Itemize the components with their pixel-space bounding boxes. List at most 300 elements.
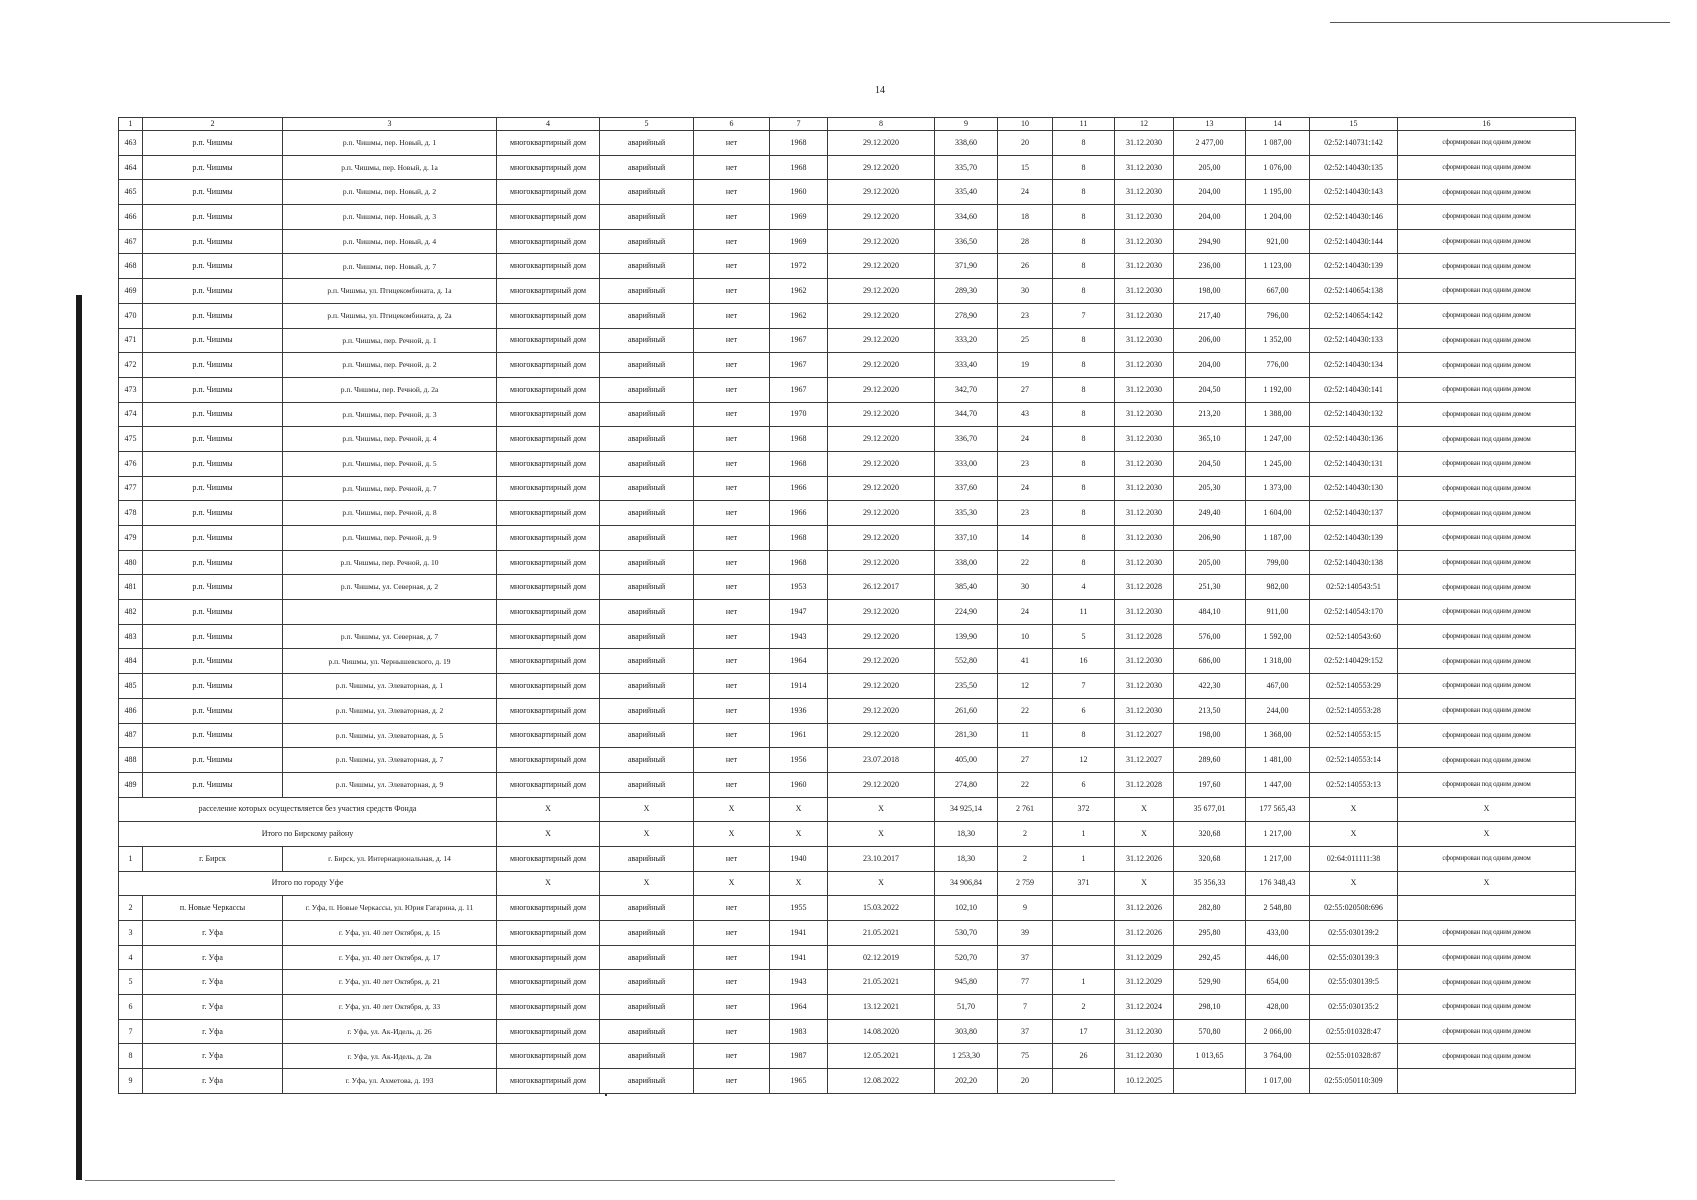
table-cell: сформирован под одним домом (1398, 328, 1576, 353)
table-cell: аварийный (600, 674, 694, 699)
table-cell: г. Уфа (143, 921, 283, 946)
table-cell: р.п. Чишмы (143, 131, 283, 156)
summary-cell: 18,30 (935, 822, 998, 847)
table-row (119, 995, 1576, 1020)
table-cell: нет (694, 254, 770, 279)
table-cell: р.п. Чишмы, пер. Новый, д. 7 (283, 254, 497, 279)
summary-label: Итого по городу Уфе (119, 871, 497, 896)
table-cell: аварийный (600, 970, 694, 995)
table-cell: р.п. Чишмы, пер. Речной, д. 10 (283, 550, 497, 575)
table-cell: аварийный (600, 1019, 694, 1044)
table-cell: 13.12.2021 (828, 995, 935, 1020)
column-number: 14 (1246, 118, 1310, 131)
table-cell: р.п. Чишмы (143, 254, 283, 279)
table-cell: 29.12.2020 (828, 229, 935, 254)
table-cell: 7 (119, 1019, 143, 1044)
table-cell: 43 (998, 402, 1053, 427)
summary-cell: 35 356,33 (1174, 871, 1246, 896)
table-cell: р.п. Чишмы, пер. Новый, д. 4 (283, 229, 497, 254)
table-cell: 77 (998, 970, 1053, 995)
table-cell: р.п. Чишмы, пер. Новый, д. 1 (283, 131, 497, 156)
table-row (119, 353, 1576, 378)
table-cell: многоквартирный дом (497, 155, 600, 180)
summary-cell: X (694, 822, 770, 847)
summary-cell: 177 565,43 (1246, 797, 1310, 822)
table-cell: г. Уфа (143, 1069, 283, 1094)
table-cell: 24 (998, 600, 1053, 625)
table-cell: 31.12.2030 (1115, 402, 1174, 427)
table-cell: р.п. Чишмы (143, 279, 283, 304)
table-cell: 8 (1053, 229, 1115, 254)
table-cell: 29.12.2020 (828, 402, 935, 427)
summary-cell: X (1115, 822, 1174, 847)
table-cell: р.п. Чишмы (143, 772, 283, 797)
table-cell: сформирован под одним домом (1398, 945, 1576, 970)
table-cell: р.п. Чишмы (143, 229, 283, 254)
table-cell: 102,10 (935, 896, 998, 921)
table-cell: 344,70 (935, 402, 998, 427)
table-cell: 29.12.2020 (828, 180, 935, 205)
table-row (119, 723, 1576, 748)
table-cell: 14 (998, 526, 1053, 551)
table-cell: 22 (998, 698, 1053, 723)
table-row (119, 377, 1576, 402)
table-cell: 02:52:140553:15 (1310, 723, 1398, 748)
table-cell: многоквартирный дом (497, 698, 600, 723)
table-cell: 26 (1053, 1044, 1115, 1069)
table-cell: нет (694, 1019, 770, 1044)
table-cell: 197,60 (1174, 772, 1246, 797)
table-row (119, 427, 1576, 452)
table-cell: 1 253,30 (935, 1044, 998, 1069)
table-cell: 1 447,00 (1246, 772, 1310, 797)
table-cell: многоквартирный дом (497, 649, 600, 674)
table-row (119, 921, 1576, 946)
table-cell: 02:55:030135:2 (1310, 995, 1398, 1020)
table-cell: нет (694, 402, 770, 427)
table-cell: р.п. Чишмы (143, 575, 283, 600)
table-cell: 24 (998, 476, 1053, 501)
table-cell: 1953 (770, 575, 828, 600)
table-cell: 02:52:140430:136 (1310, 427, 1398, 452)
table-cell: 29.12.2020 (828, 328, 935, 353)
table-cell: 1 (119, 846, 143, 871)
table-cell: аварийный (600, 402, 694, 427)
table-cell: 02:52:140430:143 (1310, 180, 1398, 205)
table-cell: многоквартирный дом (497, 131, 600, 156)
table-cell: 26 (998, 254, 1053, 279)
table-cell: 1972 (770, 254, 828, 279)
table-cell: р.п. Чишмы, пер. Новый, д. 3 (283, 205, 497, 230)
table-cell: 1964 (770, 649, 828, 674)
table-cell: 29.12.2020 (828, 155, 935, 180)
table-row (119, 846, 1576, 871)
table-cell: аварийный (600, 526, 694, 551)
table-cell: 22 (998, 772, 1053, 797)
table-cell: 1 192,00 (1246, 377, 1310, 402)
table-cell: 02:52:140430:146 (1310, 205, 1398, 230)
table-cell: 371,90 (935, 254, 998, 279)
table-cell: нет (694, 501, 770, 526)
table-cell: 477 (119, 476, 143, 501)
table-cell: р.п. Чишмы, пер. Речной, д. 3 (283, 402, 497, 427)
table-cell: 139,90 (935, 624, 998, 649)
table-cell: 29.12.2020 (828, 600, 935, 625)
table-row (119, 402, 1576, 427)
table-cell: 249,40 (1174, 501, 1246, 526)
table-cell: 1 592,00 (1246, 624, 1310, 649)
table-cell: аварийный (600, 600, 694, 625)
table-cell: 483 (119, 624, 143, 649)
table-body (119, 131, 1576, 1094)
table-cell: 8 (1053, 377, 1115, 402)
table-cell: 9 (998, 896, 1053, 921)
table-cell: 205,00 (1174, 550, 1246, 575)
table-cell: аварийный (600, 1069, 694, 1094)
table-cell: сформирован под одним домом (1398, 526, 1576, 551)
table-cell: 8 (1053, 254, 1115, 279)
table-cell: аварийный (600, 451, 694, 476)
summary-cell: 35 677,01 (1174, 797, 1246, 822)
table-cell: р.п. Чишмы, ул. Чернышевского, д. 19 (283, 649, 497, 674)
table-cell: 8 (1053, 427, 1115, 452)
table-cell: 31.12.2030 (1115, 674, 1174, 699)
table-cell: 1967 (770, 377, 828, 402)
table-cell: 26.12.2017 (828, 575, 935, 600)
table-cell: 278,90 (935, 303, 998, 328)
table-row (119, 945, 1576, 970)
table-cell: сформирован под одним домом (1398, 723, 1576, 748)
table-cell: 02:52:140430:141 (1310, 377, 1398, 402)
table-cell: 02:52:140654:138 (1310, 279, 1398, 304)
table-cell: 1 204,00 (1246, 205, 1310, 230)
summary-row (119, 822, 1576, 847)
table-cell: 02:55:020508:696 (1310, 896, 1398, 921)
table-cell: 4 (1053, 575, 1115, 600)
column-number: 13 (1174, 118, 1246, 131)
table-cell: 31.12.2030 (1115, 1019, 1174, 1044)
summary-cell: 34 925,14 (935, 797, 998, 822)
table-cell: 02:52:140430:132 (1310, 402, 1398, 427)
table-cell: 385,40 (935, 575, 998, 600)
table-cell: 204,00 (1174, 180, 1246, 205)
table-cell: 31.12.2030 (1115, 600, 1174, 625)
table-cell: 337,10 (935, 526, 998, 551)
table-cell: 236,00 (1174, 254, 1246, 279)
table-cell: 16 (1053, 649, 1115, 674)
table-cell: 8 (1053, 279, 1115, 304)
table-cell: 25 (998, 328, 1053, 353)
table-cell: 02:52:140430:144 (1310, 229, 1398, 254)
table-cell: 27 (998, 377, 1053, 402)
summary-cell: 2 (998, 822, 1053, 847)
table-cell: 29.12.2020 (828, 205, 935, 230)
table-cell: 1 187,00 (1246, 526, 1310, 551)
table-cell: 12 (998, 674, 1053, 699)
table-cell: 02:52:140430:138 (1310, 550, 1398, 575)
table-cell: аварийный (600, 328, 694, 353)
table-cell: 1968 (770, 427, 828, 452)
table-cell: аварийный (600, 427, 694, 452)
table-cell: 8 (1053, 451, 1115, 476)
table-cell: 202,20 (935, 1069, 998, 1094)
table-cell: г. Бирск, ул. Интернациональная, д. 14 (283, 846, 497, 871)
table-cell: 11 (998, 723, 1053, 748)
table-cell: 336,50 (935, 229, 998, 254)
table-cell: 1 (1053, 846, 1115, 871)
table-cell: 1964 (770, 995, 828, 1020)
table-cell: 1987 (770, 1044, 828, 1069)
table-cell: нет (694, 674, 770, 699)
table-cell: нет (694, 748, 770, 773)
table-cell: 2 (119, 896, 143, 921)
table-cell: 206,90 (1174, 526, 1246, 551)
table-cell: 333,40 (935, 353, 998, 378)
table-cell: 18 (998, 205, 1053, 230)
table-cell: 1970 (770, 402, 828, 427)
table-cell: р.п. Чишмы, ул. Элеваторная, д. 9 (283, 772, 497, 797)
table-cell: нет (694, 772, 770, 797)
table-cell: нет (694, 131, 770, 156)
table-cell: 31.12.2027 (1115, 723, 1174, 748)
table-cell: г. Уфа, ул. 40 лет Октября, д. 33 (283, 995, 497, 1020)
table-cell: 8 (1053, 402, 1115, 427)
table-cell: 7 (998, 995, 1053, 1020)
table-cell: нет (694, 377, 770, 402)
table-cell: 282,80 (1174, 896, 1246, 921)
table-cell (1053, 896, 1115, 921)
table-cell: р.п. Чишмы (143, 402, 283, 427)
summary-cell: X (694, 871, 770, 896)
table-cell: 7 (1053, 303, 1115, 328)
table-cell: многоквартирный дом (497, 1069, 600, 1094)
table-row (119, 526, 1576, 551)
table-cell: 30 (998, 575, 1053, 600)
table-cell: р.п. Чишмы, ул. Северная, д. 2 (283, 575, 497, 600)
table-cell: 02:52:140430:137 (1310, 501, 1398, 526)
table-cell: сформирован под одним домом (1398, 451, 1576, 476)
table-cell: 475 (119, 427, 143, 452)
column-number-row (119, 118, 1576, 131)
table-cell: р.п. Чишмы, пер. Новый, д. 2 (283, 180, 497, 205)
table-cell: 468 (119, 254, 143, 279)
table-cell: 320,68 (1174, 846, 1246, 871)
summary-cell: X (770, 797, 828, 822)
table-cell: 02:52:140430:139 (1310, 254, 1398, 279)
table-cell: 5 (119, 970, 143, 995)
table-row (119, 1069, 1576, 1094)
table-cell: 1 087,00 (1246, 131, 1310, 156)
table-cell: многоквартирный дом (497, 896, 600, 921)
table-cell: многоквартирный дом (497, 945, 600, 970)
table-cell: нет (694, 303, 770, 328)
table-cell: р.п. Чишмы, ул. Северная, д. 7 (283, 624, 497, 649)
table-cell: аварийный (600, 575, 694, 600)
table-cell: 23.10.2017 (828, 846, 935, 871)
table-cell: многоквартирный дом (497, 624, 600, 649)
table-cell: 31.12.2026 (1115, 896, 1174, 921)
table-cell: сформирован под одним домом (1398, 476, 1576, 501)
table-cell: аварийный (600, 748, 694, 773)
table-cell: 23 (998, 451, 1053, 476)
table-cell: 6 (1053, 698, 1115, 723)
table-cell: 428,00 (1246, 995, 1310, 1020)
table-cell: 294,90 (1174, 229, 1246, 254)
table-cell: р.п. Чишмы (143, 205, 283, 230)
table-cell: сформирован под одним домом (1398, 995, 1576, 1020)
table-cell: 471 (119, 328, 143, 353)
table-cell: г. Уфа (143, 945, 283, 970)
table-cell: р.п. Чишмы (143, 155, 283, 180)
summary-cell: X (770, 871, 828, 896)
table-cell: 31.12.2030 (1115, 526, 1174, 551)
table-cell: 02:52:140543:170 (1310, 600, 1398, 625)
table-cell: многоквартирный дом (497, 1044, 600, 1069)
table-cell: р.п. Чишмы (143, 501, 283, 526)
table-cell: 1967 (770, 328, 828, 353)
table-cell: р.п. Чишмы, пер. Речной, д. 2 (283, 353, 497, 378)
table-cell: 31.12.2030 (1115, 451, 1174, 476)
table-cell: 295,80 (1174, 921, 1246, 946)
table-cell: 31.12.2030 (1115, 131, 1174, 156)
table-cell: сформирован под одним домом (1398, 303, 1576, 328)
table-cell: р.п. Чишмы (143, 303, 283, 328)
table-cell: 15 (998, 155, 1053, 180)
table-cell: 482 (119, 600, 143, 625)
table-cell: 1 373,00 (1246, 476, 1310, 501)
table-row (119, 131, 1576, 156)
table-cell: 281,30 (935, 723, 998, 748)
table-cell: 303,80 (935, 1019, 998, 1044)
table-cell: 30 (998, 279, 1053, 304)
table-cell: 342,70 (935, 377, 998, 402)
table-cell: нет (694, 624, 770, 649)
table-cell: р.п. Чишмы (143, 353, 283, 378)
table-cell: 2 066,00 (1246, 1019, 1310, 1044)
table-cell: 31.12.2028 (1115, 772, 1174, 797)
column-number: 7 (770, 118, 828, 131)
summary-cell: X (600, 797, 694, 822)
table-cell: сформирован под одним домом (1398, 254, 1576, 279)
table-cell: нет (694, 846, 770, 871)
table-cell: многоквартирный дом (497, 303, 600, 328)
table-cell: 292,45 (1174, 945, 1246, 970)
summary-cell: X (1310, 822, 1398, 847)
column-number: 3 (283, 118, 497, 131)
table-cell: 20 (998, 131, 1053, 156)
table-cell: 1962 (770, 303, 828, 328)
column-number: 5 (600, 118, 694, 131)
table-cell: 7 (1053, 674, 1115, 699)
table-cell: 261,60 (935, 698, 998, 723)
table-cell: 29.12.2020 (828, 624, 935, 649)
table-cell: 29.12.2020 (828, 723, 935, 748)
table-cell: 31.12.2030 (1115, 279, 1174, 304)
table-cell: 02:55:030139:5 (1310, 970, 1398, 995)
table-cell: 1968 (770, 131, 828, 156)
scan-top-rule (1330, 22, 1670, 23)
table-cell: р.п. Чишмы, ул. Птицекомбината, д. 2а (283, 303, 497, 328)
table-cell: 244,00 (1246, 698, 1310, 723)
table-cell: 20 (998, 1069, 1053, 1094)
table-cell: 1960 (770, 180, 828, 205)
table-cell: 8 (1053, 723, 1115, 748)
table-cell: 31.12.2030 (1115, 377, 1174, 402)
table-cell: 02:64:011111:38 (1310, 846, 1398, 871)
table-cell: 1965 (770, 1069, 828, 1094)
table-cell: 198,00 (1174, 723, 1246, 748)
table-cell: 433,00 (1246, 921, 1310, 946)
table-cell: нет (694, 279, 770, 304)
table-cell: сформирован под одним домом (1398, 402, 1576, 427)
table-cell: 469 (119, 279, 143, 304)
table-row (119, 896, 1576, 921)
table-row (119, 476, 1576, 501)
table-cell: 298,10 (1174, 995, 1246, 1020)
table-cell: нет (694, 229, 770, 254)
table-cell: аварийный (600, 772, 694, 797)
column-number: 15 (1310, 118, 1398, 131)
table-cell: 204,00 (1174, 353, 1246, 378)
table-cell: 464 (119, 155, 143, 180)
table-cell: 02:52:140553:28 (1310, 698, 1398, 723)
table-cell: 1966 (770, 476, 828, 501)
table-cell: 1 352,00 (1246, 328, 1310, 353)
table-cell: 1969 (770, 205, 828, 230)
table-row (119, 328, 1576, 353)
table-cell: 12.05.2021 (828, 1044, 935, 1069)
table-cell: р.п. Чишмы (143, 427, 283, 452)
table-cell: 576,00 (1174, 624, 1246, 649)
table-cell: 15.03.2022 (828, 896, 935, 921)
table-cell: 289,30 (935, 279, 998, 304)
summary-cell: X (600, 822, 694, 847)
summary-cell: X (497, 797, 600, 822)
table-row (119, 674, 1576, 699)
table-cell: 19 (998, 353, 1053, 378)
table-cell: 213,20 (1174, 402, 1246, 427)
table-cell: 205,00 (1174, 155, 1246, 180)
column-number: 2 (143, 118, 283, 131)
summary-cell: 34 906,84 (935, 871, 998, 896)
table-cell: аварийный (600, 649, 694, 674)
table-cell: сформирован под одним домом (1398, 501, 1576, 526)
column-number: 12 (1115, 118, 1174, 131)
table-cell: 02:52:140654:142 (1310, 303, 1398, 328)
table-cell: аварийный (600, 550, 694, 575)
table-cell: 217,40 (1174, 303, 1246, 328)
summary-cell: 176 348,43 (1246, 871, 1310, 896)
table-cell: 336,70 (935, 427, 998, 452)
table-cell: многоквартирный дом (497, 1019, 600, 1044)
summary-cell: X (497, 822, 600, 847)
table-cell: 235,50 (935, 674, 998, 699)
table-cell: 4 (119, 945, 143, 970)
table-cell: 29.12.2020 (828, 649, 935, 674)
table-cell: 570,80 (1174, 1019, 1246, 1044)
table-cell: 405,00 (935, 748, 998, 773)
table-cell: р.п. Чишмы, пер. Речной, д. 1 (283, 328, 497, 353)
table-cell: 473 (119, 377, 143, 402)
table-cell: 1943 (770, 970, 828, 995)
table-cell: 198,00 (1174, 279, 1246, 304)
table-cell: 8 (1053, 550, 1115, 575)
summary-row (119, 797, 1576, 822)
table-cell: 1 217,00 (1246, 846, 1310, 871)
table-cell: 333,00 (935, 451, 998, 476)
table-cell: 02.12.2019 (828, 945, 935, 970)
table-cell: 02:55:050110:309 (1310, 1069, 1398, 1094)
